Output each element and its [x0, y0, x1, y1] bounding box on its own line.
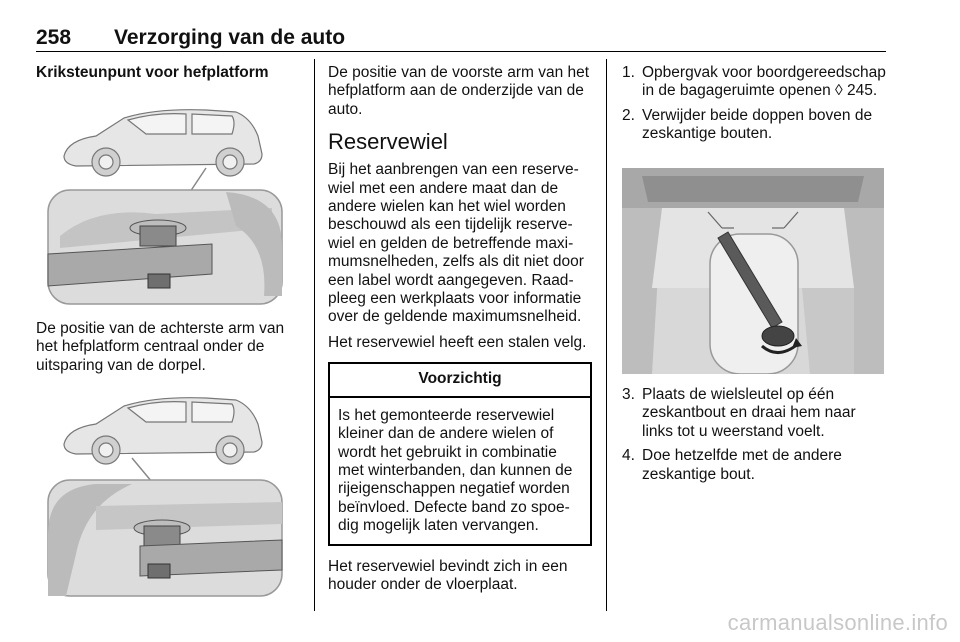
caption-block — [36, 320, 298, 375]
step-item — [622, 386, 886, 441]
caution-text: Is het gemonteerde reservewiel kleiner dan de andere wielen of wordt het gebruikt in combinatie met winterbanden, dan kunnen de rijeigenschappen negatief worden beïnvloed. Defecte band zo spoedig mogelijk laten vervangen. — [338, 406, 573, 535]
step-text: Doe hetzelfde met de andere zeskantige bout. — [642, 447, 842, 483]
page-number: 258 — [36, 26, 72, 49]
figure-wheel-wrench — [622, 168, 884, 374]
figure-front-lift-point — [36, 384, 298, 598]
step-text: Plaats de wielsleutel op één zeskantbout en draai hem naar links tot u weerstand voelt. — [642, 386, 856, 440]
spare-wheel-paragraph-1: Bij het aanbrengen van een reservewiel met een andere maat dan de andere wielen kan het wiel worden beschouwd als een tijdelijk reservewiel en gelden de betreffende maximumsnelheden, zelfs als dit niet door een label wordt aangegeven. Raadpleeg een werkplaats voor informatie over de geldende maximumsnelheid. — [328, 161, 584, 326]
watermark: carmanualsonline.info — [727, 610, 948, 635]
caution-box — [328, 362, 592, 545]
step-text: Verwijder beide doppen boven de zeskantige bouten. — [642, 106, 873, 143]
step-item — [622, 64, 886, 101]
caution-title: Voorzichtig — [330, 364, 590, 397]
column-1 — [36, 64, 298, 82]
steps-list-bottom — [622, 386, 886, 484]
step-number: 1. — [622, 64, 635, 81]
front-lift-caption: De positie van de voorste arm van het hefplatform aan de onderzijde van de auto. — [328, 64, 590, 118]
section-title: Kriksteunpunt voor hefplatform — [36, 64, 269, 81]
step-item — [622, 447, 886, 484]
column-2 — [328, 64, 592, 594]
spare-wheel-paragraph-3: Het reservewiel bevindt zich in een houder onder de vloerplaat. — [328, 557, 568, 593]
step-number: 2. — [622, 106, 635, 124]
chapter-title: Verzorging van de auto — [114, 26, 346, 49]
page-header — [36, 26, 886, 52]
rear-lift-caption: De positie van de achterste arm van het hefplatform centraal onder de uitsparing van de dorpel. — [36, 320, 285, 374]
step-text: Opbergvak voor boordgereedschap in de bagageruimte openen ◊ 245. — [642, 64, 886, 100]
column-3-lower — [622, 386, 886, 490]
spare-wheel-paragraph-2: Het reservewiel heeft een stalen velg. — [328, 333, 587, 351]
header-rule — [36, 51, 886, 52]
step-number: 3. — [622, 386, 635, 403]
steps-list-top — [622, 64, 886, 144]
spare-wheel-heading: Reservewiel — [328, 129, 448, 155]
column-divider-2 — [606, 59, 607, 611]
step-number: 4. — [622, 447, 635, 465]
column-divider-1 — [314, 59, 315, 611]
step-item — [622, 107, 886, 144]
column-3 — [622, 64, 886, 150]
figure-rear-lift-point — [36, 96, 298, 306]
